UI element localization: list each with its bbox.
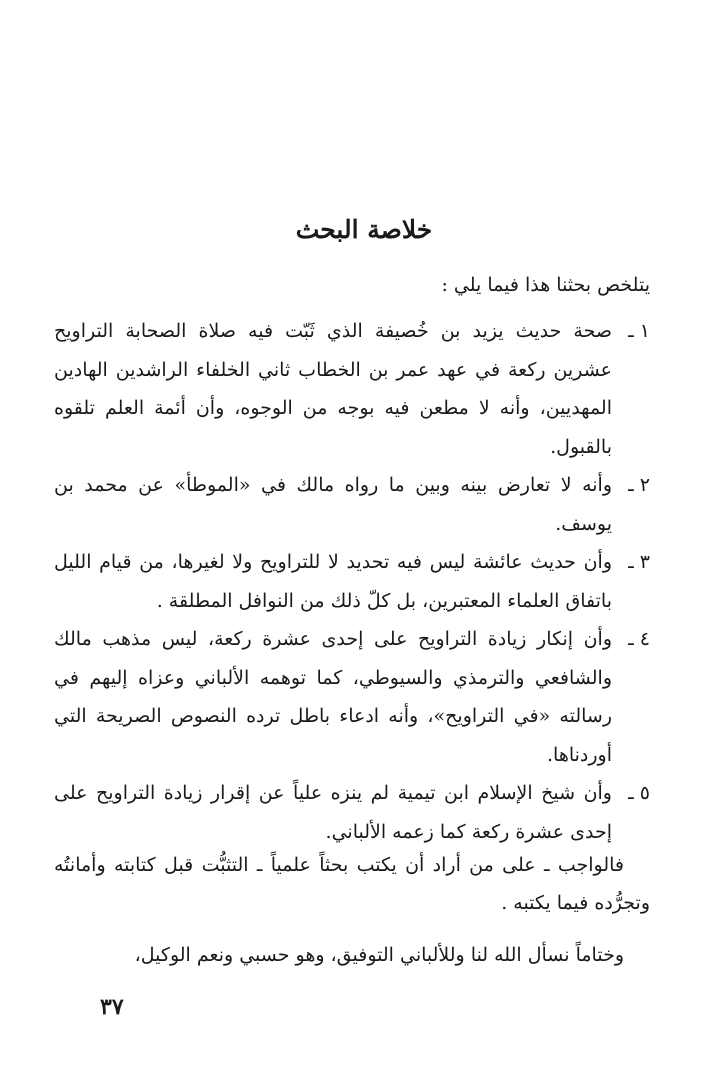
item-number: ٥ ـ — [628, 782, 650, 804]
item-text: وأنه لا تعارض بينه وبين ما رواه مالك في «الموطأ» عن محمد بن يوسف. — [54, 474, 612, 535]
list-item — [54, 466, 650, 543]
list-item — [54, 774, 650, 851]
item-text: صحة حديث يزيد بن خُصيفة الذي ثَبّت فيه صلاة الصحابة التراويح عشرين ركعة في عهد عمر بن الخطاب ثاني الخلفاء الراشدين الهادين المهديين، وأنه لا مطعن فيه بوجه من الوجوه، وأن أئمة العلم تلقوه بالقبول. — [54, 320, 613, 458]
list-item — [54, 312, 650, 466]
item-number: ٣ ـ — [628, 551, 650, 573]
item-number: ٤ ـ — [628, 628, 650, 650]
intro-line: يتلخص بحثنا هذا فيما يلي : — [441, 274, 650, 296]
item-number: ١ ـ — [628, 320, 650, 342]
item-text: وأن إنكار زيادة التراويح على إحدى عشرة ركعة، ليس مذهب مالك والشافعي والترمذي والسيوطي، كما توهمه الألباني وعزاه إليهم في رسالته «في التراويح»، وأنه ادعاء باطل ترده النصوص الصريحة التي أوردناها. — [54, 628, 612, 766]
list-item — [54, 543, 650, 620]
item-text: وأن شيخ الإسلام ابن تيمية لم ينزه علياً عن إقرار زيادة التراويح على إحدى عشرة ركعة كما زعمه الألباني. — [54, 782, 612, 843]
summary-list — [54, 312, 650, 851]
closing-paragraph: وختاماً نسأل الله لنا وللألباني التوفيق، وهو حسبي ونعم الوكيل، — [134, 944, 624, 966]
page-title: خلاصة البحث — [295, 215, 433, 244]
item-text: وأن حديث عائشة ليس فيه تحديد لا للتراويح ولا لغيرها، من قيام الليل باتفاق العلماء المعتبرين، بل كلّ ذلك من النوافل المطلقة . — [54, 551, 612, 612]
item-number: ٢ ـ — [628, 474, 650, 496]
conclusion-paragraph: فالواجب ـ على من أراد أن يكتب بحثاً علمياً ـ التثبُّت قبل كتابته وأمانتُه وتجرُّده فيما يكتبه . — [54, 854, 650, 914]
page-number: ٣٧ — [100, 994, 124, 1020]
list-item — [54, 620, 650, 774]
